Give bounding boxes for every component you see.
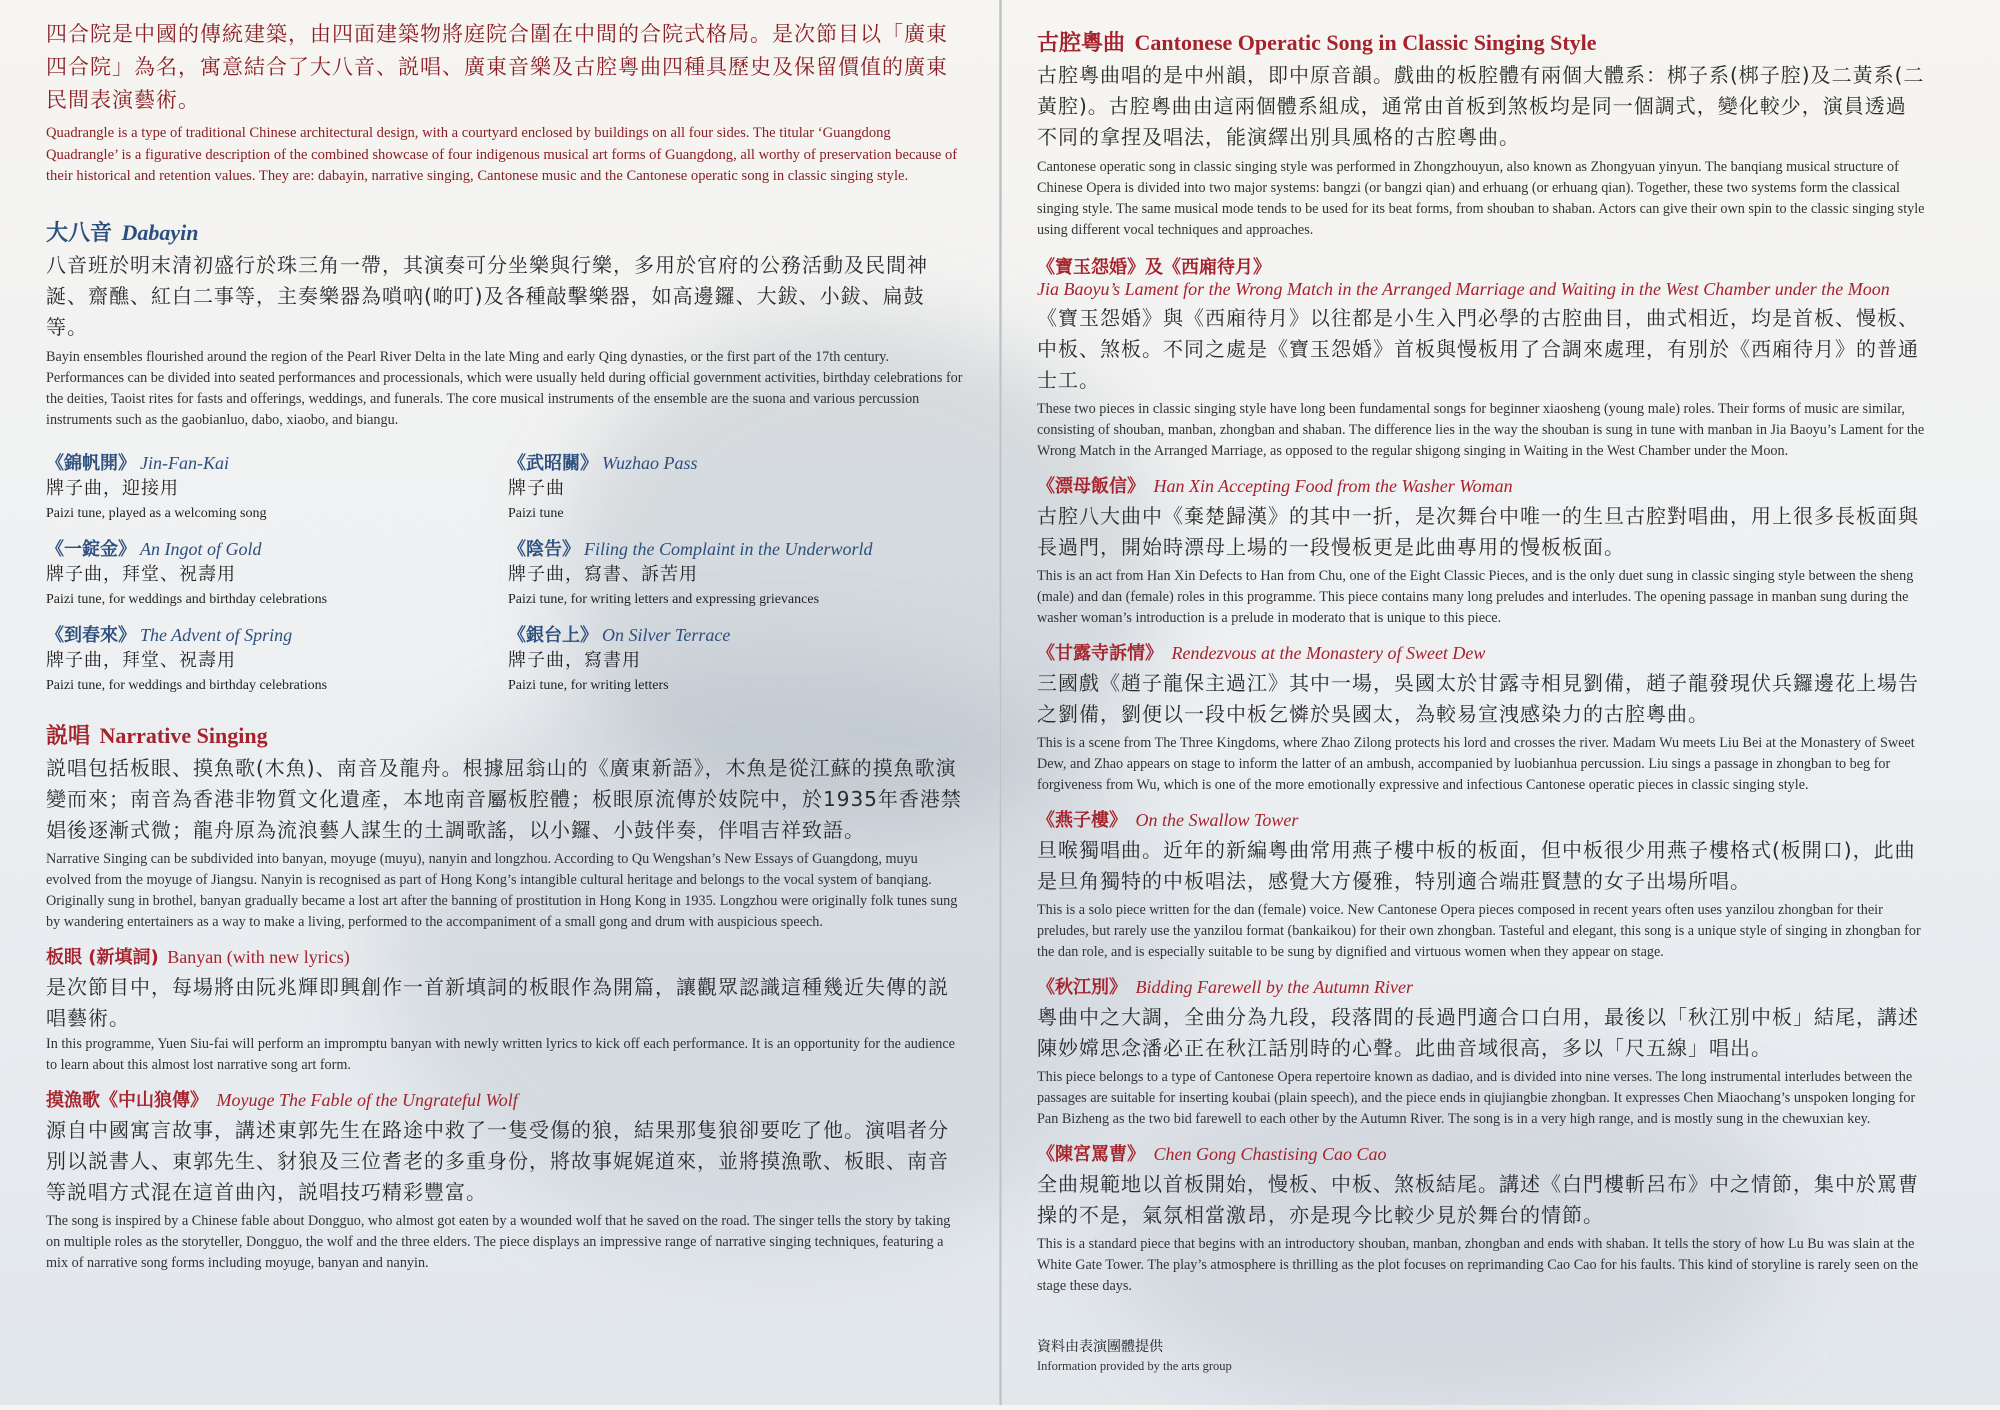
narrative-heading <box>46 719 966 750</box>
dabayin-heading <box>46 216 966 247</box>
piece-title-en: On Silver Terrace <box>602 624 731 645</box>
left-page <box>46 18 966 1274</box>
piece-title-en: Filing the Complaint in the Underworld <box>584 538 873 559</box>
piece-en: Paizi tune, for writing letters and expressing grievances <box>508 591 820 607</box>
piece-en: Paizi tune, played as a welcoming song <box>46 505 267 521</box>
cantonese-en: Cantonese operatic song in classic singing style was performed in Zhongzhouyun, also known as Zhongyuan yinyun. The banqiang musical structure of Chinese Opera is divided into two major systems: bangzi (or bangzi qian) and erhuang (or erhuang qian). Together, these two systems form the classical singing style. The same musical mode tends to be used for its beat forms, from shouban to shaban. Actors can give their own spin to the classic singing style using different vocal techniques and approaches. <box>1037 159 1925 238</box>
piece-title-zh: 《武昭關》 <box>508 452 598 474</box>
item-heading-zh: 《甘露寺訴情》 <box>1037 643 1163 664</box>
narrative-en: Narrative Singing can be subdivided into banyan, moyuge (muyu), nanyin and longzhou. According to Qu Wengshan’s New Essays of Guangdong, muyu evolved from the moyuge of Jiangsu. Nanyin is recognised as part of Hong Kong’s intangible cultural heritage and belongs to the vocal system of banqiang. Originally sung in brothel, banyan gradually became a lost art after the banning of prostitution in Hong Kong in 1935. Longzhou were originally folk tunes sung by wandering entertainers as a way to make a living, performed to the accompaniment of a small gong and drum with auspicious speech. <box>46 850 958 930</box>
item-heading-zh: 《陳宮罵曹》 <box>1037 1144 1145 1165</box>
piece-title-en: The Advent of Spring <box>140 624 293 645</box>
item-en: This is an act from Han Xin Defects to Han from Chu, one of the Eight Classic Pieces, and is the only duet sung in classic singing style between the sheng (male) and dan (female) roles in this programme. This piece contains many long preludes and interludes. The opening passage in manban sung during the washer woman’s introduction is a prelude in moderato that is unique to this piece. <box>1037 568 1914 626</box>
item-heading-zh: 《漂母飯信》 <box>1037 476 1145 497</box>
intro-chinese: 四合院是中國的傳統建築，由四面建築物將庭院合圍在中間的合院式格局。是次節目以「廣東四合院」為名，寓意結合了大八音、説唱、廣東音樂及古腔粵曲四種具歷史及保留價值的廣東民間表演藝術。 <box>46 22 948 112</box>
item-heading-zh: 《秋江別》 <box>1037 977 1127 998</box>
narrative-zh: 説唱包括板眼、摸魚歌(木魚)、南音及龍舟。根據屈翁山的《廣東新語》，木魚是從江蘇的摸魚歌演變而來；南音為香港非物質文化遺產，本地南音屬板腔體；板眼原流傳於妓院中，於1935年香港禁娼後逐漸式微；龍舟原為流浪藝人謀生的土調歌謠，以小鑼、小鼓伴奏，伴唱吉祥致語。 <box>46 755 962 842</box>
item-en: This piece belongs to a type of Cantonese Opera repertoire known as dadiao, and is divided into nine verses. The long instrumental interludes between the passages are suitable for inserting koubai (plain speech), and the piece ends in qiujiangbie zhongban. It expresses Chen Miaochang’s unspoken longing for Pan Bizheng as the two bid farewell to each other by the Autumn River. The song is in a very high range, and is mostly sung in the chewuxian key. <box>1037 1069 1916 1127</box>
moyuge-heading-en: Moyuge The Fable of the Ungrateful Wolf <box>216 1089 518 1110</box>
cantonese-heading-en: Cantonese Operatic Song in Classic Singing Style <box>1134 30 1597 55</box>
piece-zh: 牌子曲，迎接用 <box>46 477 179 499</box>
piece-title-zh: 《到春來》 <box>46 624 136 646</box>
narrative-heading-en: Narrative Singing <box>99 722 268 748</box>
piece-en: Paizi tune, for writing letters <box>508 677 669 693</box>
dabayin-heading-en: Dabayin <box>121 219 199 245</box>
item-heading <box>1037 806 1927 832</box>
item-heading-en: Chen Gong Chastising Cao Cao <box>1153 1144 1387 1164</box>
moyuge-heading-zh: 摸漁歌《中山狼傳》 <box>46 1089 208 1111</box>
item-heading-zh: 《燕子樓》 <box>1037 810 1127 831</box>
piece-zh: 牌子曲，拜堂、祝壽用 <box>46 563 236 585</box>
piece-item <box>46 621 498 697</box>
moyuge-en: The song is inspired by a Chinese fable about Dongguo, who almost got eaten by a wounded wolf that he saved on the road. The singer tells the story by taking on multiple roles as the storyteller, Dongguo, the wolf and the three elders. The piece displays an impressive range of narrative singing techniques, featuring a mix of narrative song forms including moyuge, banyan and nanyin. <box>46 1212 951 1271</box>
item-heading-zh: 《寶玉怨婚》及《西廂待月》 <box>1037 257 1271 278</box>
piece-item <box>46 449 498 525</box>
piece-title-en: Jin-Fan-Kai <box>140 452 229 473</box>
piece-item <box>46 535 498 611</box>
banyan-en: In this programme, Yuen Siu-fai will perform an impromptu banyan with newly written lyrics to kick off each performance. It is an opportunity for the audience to learn about this almost lost narrative song art form. <box>46 1035 955 1073</box>
credit-en: Information provided by the arts group <box>1037 1359 1232 1373</box>
cantonese-heading <box>1037 26 1927 57</box>
cantonese-zh: 古腔粵曲唱的是中州韻，即中原音韻。戲曲的板腔體有兩個大體系：梆子系(梆子腔)及二黃系(二黃腔)。古腔粵曲由這兩個體系組成，通常由首板到煞板均是同一個調式，變化較少，演員透過不同的拿捏及唱法，能演繹出別具風格的古腔粵曲。 <box>1037 63 1925 149</box>
right-page <box>1037 18 1927 1297</box>
item-en: This is a scene from The Three Kingdoms, where Zhao Zilong protects his lord and crosses the river. Madam Wu meets Liu Bei at the Monastery of Sweet Dew, and Zhao appears on stage to inform the latter of an ambush, accompanied by luobianhua percussion. Liu sings a passage in zhongban to beg for forgiveness from Wu, which is one of the more emotionally expressive and infectious Cantonese operatic pieces in classic singing style. <box>1037 735 1915 793</box>
item-heading-en: Jia Baoyu’s Lament for the Wrong Match in the Arranged Marriage and Waiting in the West Chamber under the Moon <box>1037 279 1890 299</box>
credit-zh: 資料由表演團體提供 <box>1037 1339 1163 1355</box>
banyan-zh: 是次節目中，每場將由阮兆輝即興創作一首新填詞的板眼作為開篇，讓觀眾認識這種幾近失傳的説唱藝術。 <box>46 974 949 1030</box>
item-zh: 旦喉獨唱曲。近年的新編粵曲常用燕子樓中板的板面，但中板很少用燕子樓格式(板開口)，此曲是旦角獨特的中板唱法，感覺大方優雅，特別適合端莊賢慧的女子出場所唱。 <box>1037 838 1916 893</box>
piece-en: Paizi tune, for weddings and birthday celebrations <box>46 677 328 693</box>
piece-title-zh: 《銀台上》 <box>508 624 598 646</box>
piece-title-zh: 《錦帆開》 <box>46 452 136 474</box>
item-heading-en: Bidding Farewell by the Autumn River <box>1135 977 1413 997</box>
item-zh: 古腔八大曲中《棄楚歸漢》的其中一折，是次舞台中唯一的生旦古腔對唱曲，用上很多長板面與長過門，開始時漂母上場的一段慢板更是此曲專用的慢板板面。 <box>1037 504 1919 559</box>
piece-en: Paizi tune <box>508 505 564 521</box>
item-heading-en: On the Swallow Tower <box>1135 810 1299 830</box>
banyan-heading <box>46 943 966 969</box>
piece-zh: 牌子曲，拜堂、祝壽用 <box>46 649 236 671</box>
item-heading <box>1037 1140 1927 1166</box>
narrative-heading-zh: 説唱 <box>46 723 91 749</box>
dabayin-pieces <box>46 449 966 697</box>
moyuge-heading <box>46 1086 966 1112</box>
item-heading <box>1037 639 1927 665</box>
piece-title-en: Wuzhao Pass <box>602 452 698 473</box>
piece-zh: 牌子曲 <box>508 477 565 499</box>
item-en: This is a solo piece written for the dan (female) voice. New Cantonese Opera pieces composed in recent years often uses yanzilou zhongban for their preludes, but rarely use the yanzilou format (bankaikou) for their own zhongban. Tasteful and elegant, this song is a unique style of singing in zhongban for the dan role, and is especially suitable to be sung by dignified and virtuous women when they appear on stage. <box>1037 902 1921 960</box>
item-zh: 三國戲《趙子龍保主過江》其中一場，吳國太於甘露寺相見劉備，趙子龍發現伏兵鑼邊花上場告之劉備，劉便以一段中板乞憐於吳國太，為較易宣洩感染力的古腔粵曲。 <box>1037 671 1919 726</box>
page-spine <box>999 0 1002 1405</box>
piece-zh: 牌子曲，寫書、訴苦用 <box>508 563 698 585</box>
piece-title-en: An Ingot of Gold <box>140 538 262 559</box>
banyan-heading-zh: 板眼 (新填詞) <box>46 946 159 968</box>
dabayin-heading-zh: 大八音 <box>46 220 113 246</box>
item-en: These two pieces in classic singing style have long been fundamental songs for beginner xiaosheng (young male) roles. Their forms of music are similar, consisting of shouban, manban, zhongban and shaban. The difference lies in the way the shouban is sung in tune with manban in Jia Baoyu’s Lament for the Wrong Match in the Arranged Marriage, as opposed to the regular shigong singing in Waiting in the West Chamber under the Moon. <box>1037 401 1925 459</box>
item-heading-en: Rendezvous at the Monastery of Sweet Dew <box>1171 643 1486 663</box>
item-zh: 全曲規範地以首板開始，慢板、中板、煞板結尾。講述《白門樓斬呂布》中之情節，集中於罵曹操的不是，氣氛相當激昂，亦是現今比較少見於舞台的情節。 <box>1037 1172 1919 1227</box>
item-heading <box>1037 472 1927 498</box>
banyan-heading-en: Banyan (with new lyrics) <box>167 946 350 967</box>
piece-title-zh: 《一錠金》 <box>46 538 136 560</box>
intro-english: Quadrangle is a type of traditional Chinese architectural design, with a courtyard enclosed by buildings on all four sides. The titular ‘Guangdong Quadrangle’ is a figurative description of the combined showcase of four indigenous musical art forms of Guangdong, all worthy of preservation because of their historical and retention values. They are: dabayin, narrative singing, Cantonese music and the Cantonese operatic song in classic singing style. <box>46 125 958 184</box>
item-zh: 《寶玉怨婚》與《西廂待月》以往都是小生入門必學的古腔曲目，曲式相近，均是首板、慢板、中板、煞板。不同之處是《寶玉怨婚》首板與慢板用了合調來處理，有別於《西廂待月》的普通士工。 <box>1037 306 1919 392</box>
item-en: This is a standard piece that begins with an introductory shouban, manban, zhongban and ends with shaban. It tells the story of how Lu Bu was slain at the White Gate Tower. The play’s atmosphere is thrilling as the plot focuses on reprimanding Cao Cao for his faults. This kind of storyline is rarely seen on the stage these days. <box>1037 1236 1919 1294</box>
credit <box>1037 1337 1232 1375</box>
item-zh: 粵曲中之大調，全曲分為九段，段落間的長過門適合口白用，最後以「秋江別中板」結尾，講述陳妙嫦思念潘必正在秋江話別時的心聲。此曲音域很高，多以「尺五線」唱出。 <box>1037 1005 1919 1060</box>
cantonese-heading-zh: 古腔粵曲 <box>1037 31 1126 56</box>
piece-item <box>508 621 960 697</box>
dabayin-zh: 八音班於明末清初盛行於珠三角一帶，其演奏可分坐樂與行樂，多用於官府的公務活動及民間神誕、齋醮、紅白二事等，主奏樂器為嗩吶(啲叮)及各種敲擊樂器，如高邊鑼、大鈸、小鈸、扁鼓等。 <box>46 252 928 339</box>
item-heading <box>1037 973 1927 999</box>
dabayin-en: Bayin ensembles flourished around the region of the Pearl River Delta in the late Ming and early Qing dynasties, or the first part of the 17th century. Performances can be divided into seated performances and processionals, which were usually held during official government activities, birthday celebrations for the deities, Taoist rites for fasts and offerings, weddings, and funerals. The core musical instruments of the ensemble are the suona and various percussion instruments such as the gaobianluo, dabo, xiaobo, and biangu. <box>46 348 963 428</box>
piece-title-zh: 《陰告》 <box>508 538 580 560</box>
piece-item <box>508 535 960 611</box>
item-heading <box>1037 253 1927 300</box>
piece-item <box>508 449 960 525</box>
piece-en: Paizi tune, for weddings and birthday celebrations <box>46 591 328 607</box>
item-heading-en: Han Xin Accepting Food from the Washer Woman <box>1153 476 1513 496</box>
piece-zh: 牌子曲，寫書用 <box>508 649 641 671</box>
moyuge-zh: 源自中國寓言故事，講述東郭先生在路途中救了一隻受傷的狼，結果那隻狼卻要吃了他。演唱者分別以説書人、東郭先生、豺狼及三位耆老的多重身份，將故事娓娓道來，並將摸漁歌、板眼、南音等説唱方式混在這首曲內，説唱技巧精彩豐富。 <box>46 1117 949 1204</box>
